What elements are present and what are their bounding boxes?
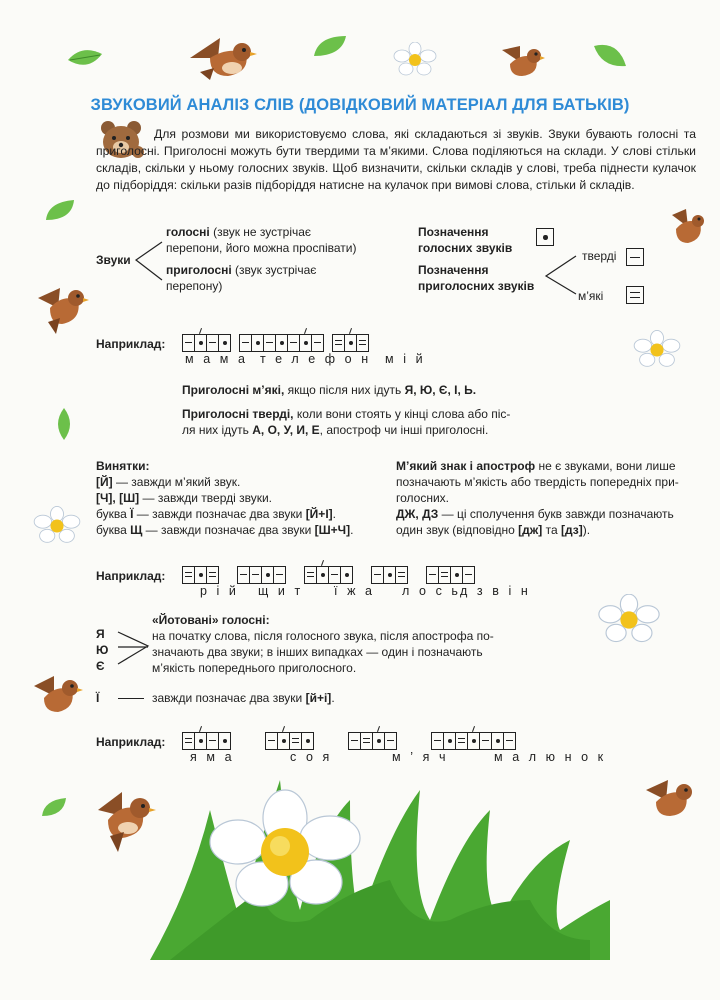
exception-2-term: [Ч], [Ш]	[96, 491, 140, 505]
vowels-text-1: (звук не зустрічає	[209, 225, 312, 239]
daisy-icon	[596, 594, 662, 646]
example-1-word-mama: мама	[185, 352, 255, 366]
yi-rule-text: завжди позначає два звуки	[152, 691, 306, 705]
yi-rule-end: .	[331, 691, 335, 705]
word-scheme-riy	[182, 566, 219, 584]
iotated-letter-ya: Я	[96, 627, 105, 641]
yi-rule-sounds: [й+і]	[305, 691, 332, 705]
example-label: Наприклад:	[96, 569, 166, 583]
dzh-sound: [дж]	[518, 523, 543, 537]
leaf-icon	[592, 40, 628, 70]
exception-line-4	[96, 522, 386, 538]
vowels-text-2: перепони, його можна проспівати)	[166, 241, 357, 255]
legend-cons-line-1: Позначення	[418, 263, 489, 277]
soft-sign-line-3: голосних.	[396, 491, 449, 505]
exception-4-text-c: — завжди позначає два звуки	[142, 523, 315, 537]
rule-hard-text-2a: ля них ідуть	[182, 423, 253, 437]
dzh-line-2	[396, 522, 696, 538]
soft-sign-line-1	[396, 458, 696, 474]
exception-3-letter: Ї	[130, 507, 134, 521]
iotated-line-3: м’якість попереднього приголосного.	[152, 661, 357, 675]
exception-3-text-a: буква	[96, 507, 131, 521]
page-title: ЗВУКОВИЙ АНАЛІЗ СЛІВ (ДОВІДКОВИЙ МАТЕРІАЛ ДЛЯ БАТЬКІВ)	[90, 96, 630, 114]
exception-4-letter: Щ	[130, 523, 143, 537]
dzh-term: ДЖ, ДЗ	[396, 507, 439, 521]
word-scheme-telefon	[239, 334, 324, 352]
word-scheme-soya	[265, 732, 314, 750]
leaf-icon	[40, 796, 68, 820]
exceptions-block	[96, 458, 386, 538]
soft-symbol-box	[626, 286, 644, 304]
exception-4-text-a: буква	[96, 523, 131, 537]
rule-hard-text-1: коли вони стоять у кінці слова або піс-	[293, 407, 511, 421]
leaf-icon	[52, 406, 76, 442]
soft-sign-line-2: позначають м’якість або твердість попередніх при-	[396, 475, 679, 489]
soft-sign-term: М’який знак і апостроф	[396, 459, 536, 473]
bird-icon	[668, 205, 708, 255]
example-2-schemes	[182, 566, 475, 584]
exception-1-term: [Й]	[96, 475, 113, 489]
example-3-word-myach: м’яч	[392, 750, 456, 764]
hard-symbol-box	[626, 248, 644, 266]
consonants-term: приголосні	[166, 263, 232, 277]
legend-branch-lines	[544, 254, 578, 296]
dzh-end: ).	[582, 523, 591, 537]
intro-paragraph: Для розмови ми використовуємо слова, які складаються зі звуків. Звуки бувають голосні та приголосні. Приголосні можуть бути твердими та м’якими. Слова поділяються на склади. У слові стільки складів, скільки у ньому голосних звуків. Щоб визначити, скільки складів у слові, треба піднести кулачок до підборіддя: скільки разів підборіддя натисне на кулачок при вимові слова, стільки й складів.	[96, 127, 696, 192]
example-3-word-malyunok: малюнок	[494, 750, 613, 764]
example-1-word-miy: мій	[385, 352, 433, 366]
dzh-text-2a: один звук (відповідно	[396, 523, 519, 537]
example-3-word-soya: соя	[290, 750, 339, 764]
leaf-icon	[44, 198, 76, 224]
example-label: Наприклад:	[96, 337, 166, 351]
rule-soft-text: якщо після них ідуть	[284, 383, 405, 397]
word-scheme-myach	[348, 732, 397, 750]
yi-rule	[152, 690, 335, 706]
yi-dash	[118, 698, 144, 699]
rule-hard-term: Приголосні тверді,	[182, 407, 294, 421]
exception-3-end: .	[332, 507, 336, 521]
iotated-description	[152, 628, 532, 676]
legend-vowel-line-2: голосних звуків	[418, 241, 513, 255]
bird-icon	[496, 40, 546, 84]
example-label: Наприклад:	[96, 735, 166, 749]
rule-hard-consonants	[182, 406, 522, 438]
leaf-icon	[66, 46, 104, 70]
daisy-icon	[32, 506, 82, 546]
example-2-word-los: лось	[402, 584, 468, 598]
bird-icon	[30, 668, 86, 724]
word-scheme-dzvin	[426, 566, 475, 584]
legend-hard-label: тверді	[582, 249, 617, 263]
soft-sign-block	[396, 458, 696, 538]
daisy-icon	[632, 330, 682, 370]
dzh-and: та	[542, 523, 561, 537]
iotated-line-2: значають два звуки; в інших випадках — один і позначають	[152, 645, 483, 659]
exceptions-title: Винятки:	[96, 459, 150, 473]
dzh-text-1: — ці сполучення букв завжди позначають	[438, 507, 674, 521]
bird-icon	[88, 780, 158, 860]
word-scheme-shchyt	[237, 566, 286, 584]
daisy-icon	[392, 42, 438, 78]
exception-2-text: — завжди тверді звуки.	[139, 491, 273, 505]
soft-sign-text-1: не є звуками, вони лише	[535, 459, 676, 473]
legend-soft-label: м’які	[578, 289, 604, 303]
legend-vowel-line-1: Позначення	[418, 225, 489, 239]
word-scheme-mama	[182, 334, 231, 352]
example-2-word-yizha: їжа	[334, 584, 382, 598]
exception-4-end: .	[350, 523, 354, 537]
example-1-schemes	[182, 334, 369, 352]
iotated-letter-ye: Є	[96, 659, 105, 673]
leaf-icon	[312, 34, 348, 60]
example-1-word-telefon: телефон	[260, 352, 378, 366]
bird-icon	[34, 278, 90, 338]
example-2-word-shchyt: щит	[258, 584, 310, 598]
rule-soft-letters: Я, Ю, Є, І, Ь.	[404, 383, 477, 397]
dz-sound: [дз]	[561, 523, 583, 537]
grass-illustration	[150, 770, 610, 960]
example-3-schemes	[182, 732, 516, 750]
exception-4-sounds: [Ш+Ч]	[314, 523, 351, 537]
rule-hard-text-2b: , апостроф чи інші приголосні.	[319, 423, 489, 437]
example-2-word-riy: рій	[200, 584, 246, 598]
bird-icon	[640, 770, 700, 830]
legend-cons-line-2: приголосних звуків	[418, 279, 535, 293]
word-scheme-yama	[182, 732, 231, 750]
example-3-word-yama: яма	[190, 750, 242, 764]
dzh-line-1	[396, 506, 696, 522]
exception-3-text-c: — завжди позначає два звуки	[133, 507, 306, 521]
iotated-title: «Йотовані» голосні:	[152, 613, 270, 627]
word-scheme-yizha	[304, 566, 353, 584]
exception-line-1	[96, 474, 386, 490]
rule-soft-term: Приголосні м’які,	[182, 383, 285, 397]
word-scheme-miy	[332, 334, 369, 352]
branch-lines	[134, 240, 164, 284]
consonants-text-1: (звук зустрічає	[231, 263, 317, 277]
example-2-word-dzvin: дзвін	[460, 584, 538, 598]
vowels-term: голосні	[166, 225, 210, 239]
iotated-line-1: на початку слова, після голосного звука, після апострофа по-	[152, 629, 494, 643]
legend-vowels-label	[418, 224, 512, 256]
vowels-description	[166, 224, 357, 256]
iotated-letter-yu: Ю	[96, 643, 109, 657]
iotated-branch-lines	[116, 628, 150, 668]
exception-1-text: — завжди м’який звук.	[112, 475, 241, 489]
consonants-description	[166, 262, 316, 294]
consonants-text-2: перепону)	[166, 279, 223, 293]
exception-line-2	[96, 490, 386, 506]
exception-line-3	[96, 506, 386, 522]
bird-icon	[180, 28, 260, 88]
word-scheme-los	[371, 566, 408, 584]
exception-3-sounds: [Й+І]	[305, 507, 333, 521]
sounds-label: Звуки	[96, 253, 131, 267]
yi-letter: Ї	[96, 691, 100, 705]
rule-soft-consonants	[182, 382, 476, 398]
vowel-symbol-box	[536, 228, 554, 246]
rule-hard-letters: А, О, У, И, Е	[252, 423, 320, 437]
word-scheme-malyunok	[431, 732, 516, 750]
legend-consonants-label	[418, 262, 534, 294]
